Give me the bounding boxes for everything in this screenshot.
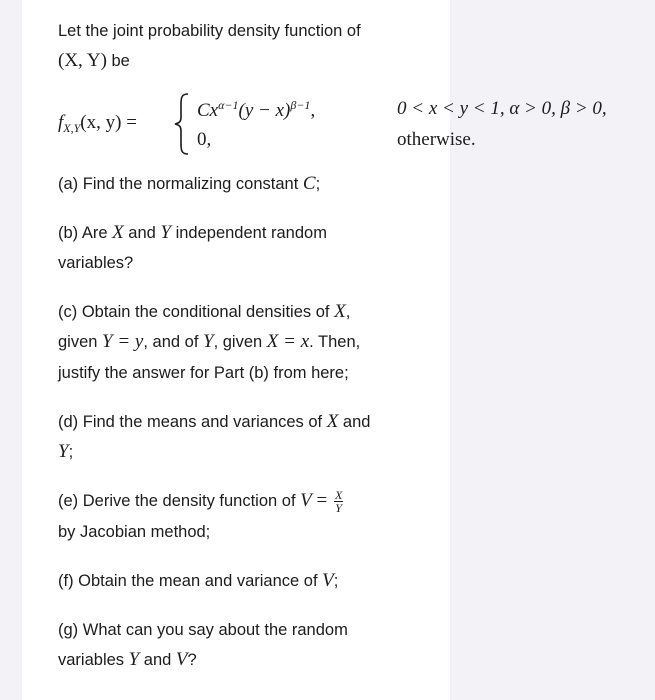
- left-brace-icon: [173, 92, 191, 156]
- var-y: Y: [203, 331, 214, 352]
- part-c-line-2: [58, 327, 360, 357]
- intro-line-1: Let the joint probability density function of: [58, 22, 361, 40]
- var-y: Y: [58, 441, 69, 462]
- part-d-text: (d) Find the means and variances of: [58, 413, 327, 431]
- case1-comma: ,: [310, 100, 316, 121]
- part-f-end: ;: [333, 572, 339, 590]
- lhs-args: (x, y) =: [80, 112, 137, 133]
- var-v: V: [300, 490, 312, 511]
- var-c: C: [302, 173, 316, 194]
- var-v: V: [175, 649, 188, 670]
- intro-line-2: [58, 46, 130, 76]
- lhs-f: f: [58, 112, 64, 133]
- var-x: X: [334, 301, 346, 322]
- part-c-given: given: [58, 333, 103, 351]
- part-c-line-3: justify the answer for Part (b) from here;: [58, 364, 349, 382]
- var-v: V: [322, 570, 334, 591]
- density-lhs: [58, 112, 137, 136]
- part-c-text: (c) Obtain the conditional densities of: [58, 303, 335, 321]
- part-b-and: and: [123, 224, 161, 242]
- var-x: X: [112, 222, 124, 243]
- part-d-and: and: [338, 413, 371, 431]
- case-2-expression: 0,: [197, 129, 212, 150]
- part-g-question-mark: ?: [187, 651, 197, 669]
- intro-be: be: [106, 52, 130, 70]
- case1-y-minus-x: (y − x): [238, 100, 291, 121]
- case1-exp-alpha: α−1: [218, 98, 239, 112]
- part-c-and-of: , and of: [143, 333, 203, 351]
- part-g-variables: variables: [58, 651, 129, 669]
- part-c-comma: ,: [345, 303, 351, 321]
- part-f: [58, 566, 338, 596]
- fraction-denominator: Y: [335, 501, 342, 516]
- part-e-line-2: by Jacobian method;: [58, 523, 211, 541]
- fraction-numerator: X: [334, 488, 343, 503]
- var-y: Y: [128, 649, 140, 670]
- part-d-line-2: [58, 437, 73, 467]
- eq-x-equals-x: X = x: [266, 331, 310, 352]
- equals-sign: =: [311, 490, 332, 511]
- case-2-condition: otherwise.: [397, 129, 476, 150]
- part-d-end: ;: [68, 443, 74, 461]
- lhs-subscript: X,Y: [63, 121, 81, 135]
- part-a-text: (a) Find the normalizing constant: [58, 175, 303, 193]
- part-a: [58, 169, 320, 199]
- part-a-end: ;: [315, 175, 321, 193]
- part-g-and: and: [139, 651, 176, 669]
- part-b-text: (b) Are: [58, 224, 113, 242]
- xy-pair: (X, Y): [58, 50, 107, 71]
- part-g-line-2: [58, 645, 197, 675]
- part-c-line-1: [58, 297, 350, 327]
- part-e-text: (e) Derive the density function of: [58, 492, 301, 510]
- part-c-then: . Then,: [309, 333, 361, 351]
- part-d-line-1: [58, 407, 370, 437]
- var-y: Y: [160, 222, 171, 243]
- part-b-line-2: variables?: [58, 254, 134, 272]
- fraction-x-over-y: [334, 489, 343, 514]
- part-g-line-1: (g) What can you say about the random: [58, 621, 348, 639]
- var-x: X: [326, 411, 339, 432]
- case1-exp-beta: β−1: [290, 98, 311, 112]
- part-f-text: (f) Obtain the mean and variance of: [58, 572, 323, 590]
- part-e-line-1: [58, 486, 343, 516]
- case1-cx: Cx: [197, 100, 219, 121]
- case-1-condition: 0 < x < y < 1, α > 0, β > 0,: [397, 98, 607, 119]
- part-b-text-end: independent random: [171, 224, 327, 242]
- eq-y-equals-y: Y = y: [102, 331, 144, 352]
- part-c-given-2: , given: [213, 333, 267, 351]
- case-1-expression: [197, 98, 315, 122]
- part-b-line-1: [58, 218, 327, 248]
